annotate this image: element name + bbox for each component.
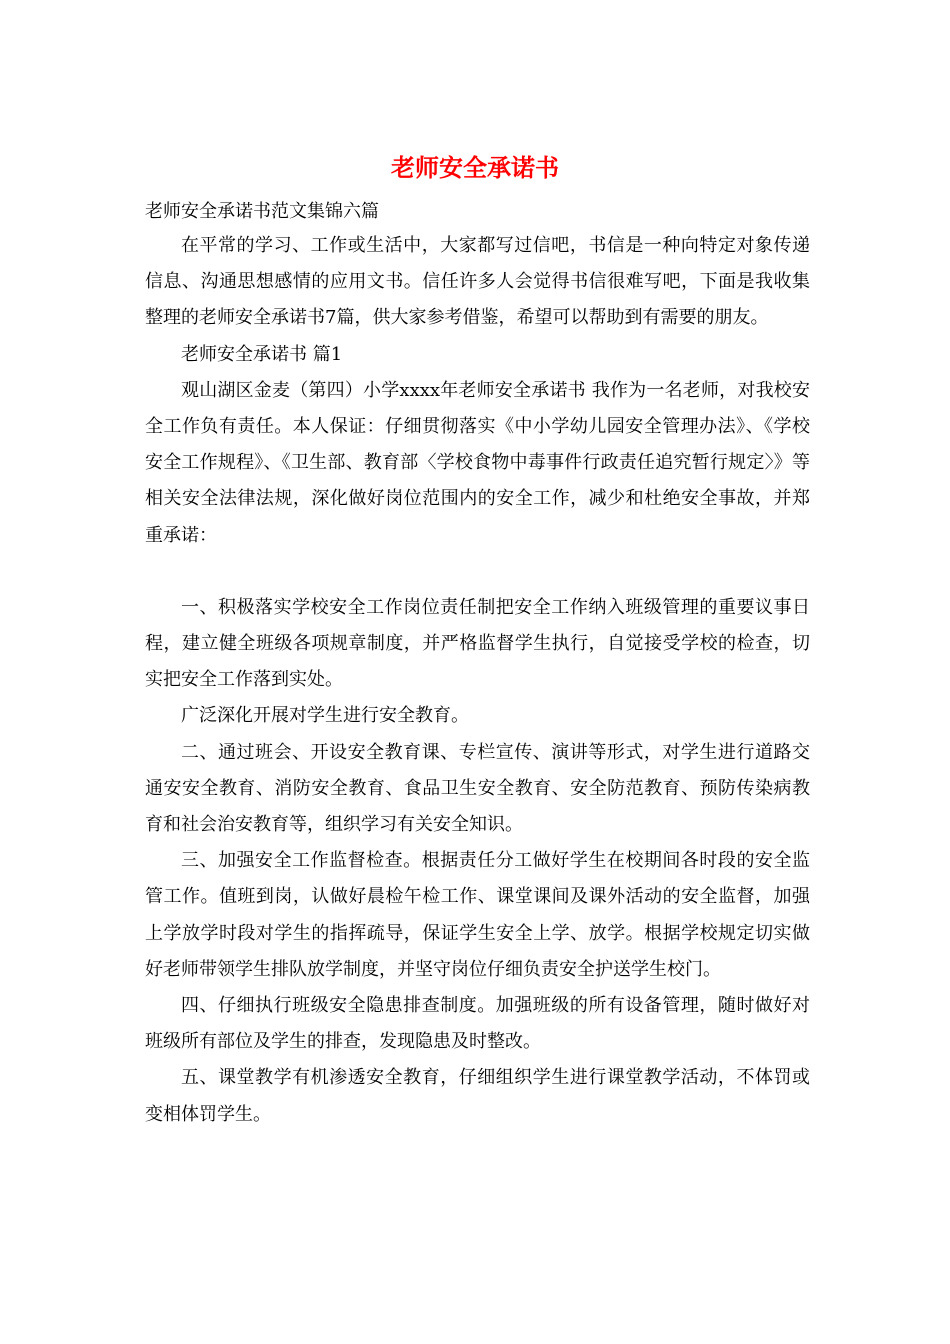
pledge-item-2: 二、通过班会、开设安全教育课、专栏宣传、演讲等形式，对学生进行道路交通安安全教育、消防安全教育、食品卫生安全教育、安全防范教育、预防传染病教育和社会治安教育等，组织学习有关安全知识。 (145, 741, 810, 836)
pledge-item-1: 一、积极落实学校安全工作岗位责任制把安全工作纳入班级管理的重要议事日程，建立健全班级各项规章制度，并严格监督学生执行，自觉接受学校的检查，切实把安全工作落到实处。 (145, 596, 810, 691)
document-title: 老师安全承诺书 (391, 153, 559, 182)
pledge-item-5: 五、课堂教学有机渗透安全教育，仔细组织学生进行课堂教学活动，不体罚或变相体罚学生。 (145, 1067, 810, 1125)
document-body (145, 228, 810, 1133)
pledge-item-4: 四、仔细执行班级安全隐患排查制度。加强班级的所有设备管理，随时做好对班级所有部位及学生的排查，发现隐患及时整改。 (145, 995, 810, 1053)
document-subtitle: 老师安全承诺书范文集锦六篇 (145, 201, 379, 222)
pledge-item-3: 三、加强安全工作监督检查。根据责任分工做好学生在校期间各时段的安全监管工作。值班到岗，认做好晨检午检工作、课堂课间及课外活动的安全监督，加强上学放学时段对学生的指挥疏导，保证学生安全上学、放学。根据学校规定切实做好老师带领学生排队放学制度，并坚守岗位仔细负责安全护送学生校门。 (145, 850, 810, 980)
pledge-intro-paragraph: 观山湖区金麦（第四）小学xxxx年老师安全承诺书 我作为一名老师，对我校安全工作负有责任。本人保证：仔细贯彻落实《中小学幼儿园安全管理办法》、《学校安全工作规程》、《卫生部、教育部〈学校食物中毒事件行政责任追究暂行规定〉》等相关安全法律法规，深化做好岗位范围内的安全工作，减少和杜绝安全事故，并郑重承诺： (145, 379, 810, 546)
section-heading: 老师安全承诺书 篇1 (181, 343, 343, 365)
intro-paragraph: 在平常的学习、工作或生活中，大家都写过信吧，书信是一种向特定对象传递信息、沟通思想感情的应用文书。信任许多人会觉得书信很难写吧，下面是我收集整理的老师安全承诺书7篇，供大家参考借鉴，希望可以帮助到有需要的朋友。 (145, 235, 810, 329)
pledge-note: 广泛深化开展对学生进行安全教育。 (181, 705, 469, 727)
